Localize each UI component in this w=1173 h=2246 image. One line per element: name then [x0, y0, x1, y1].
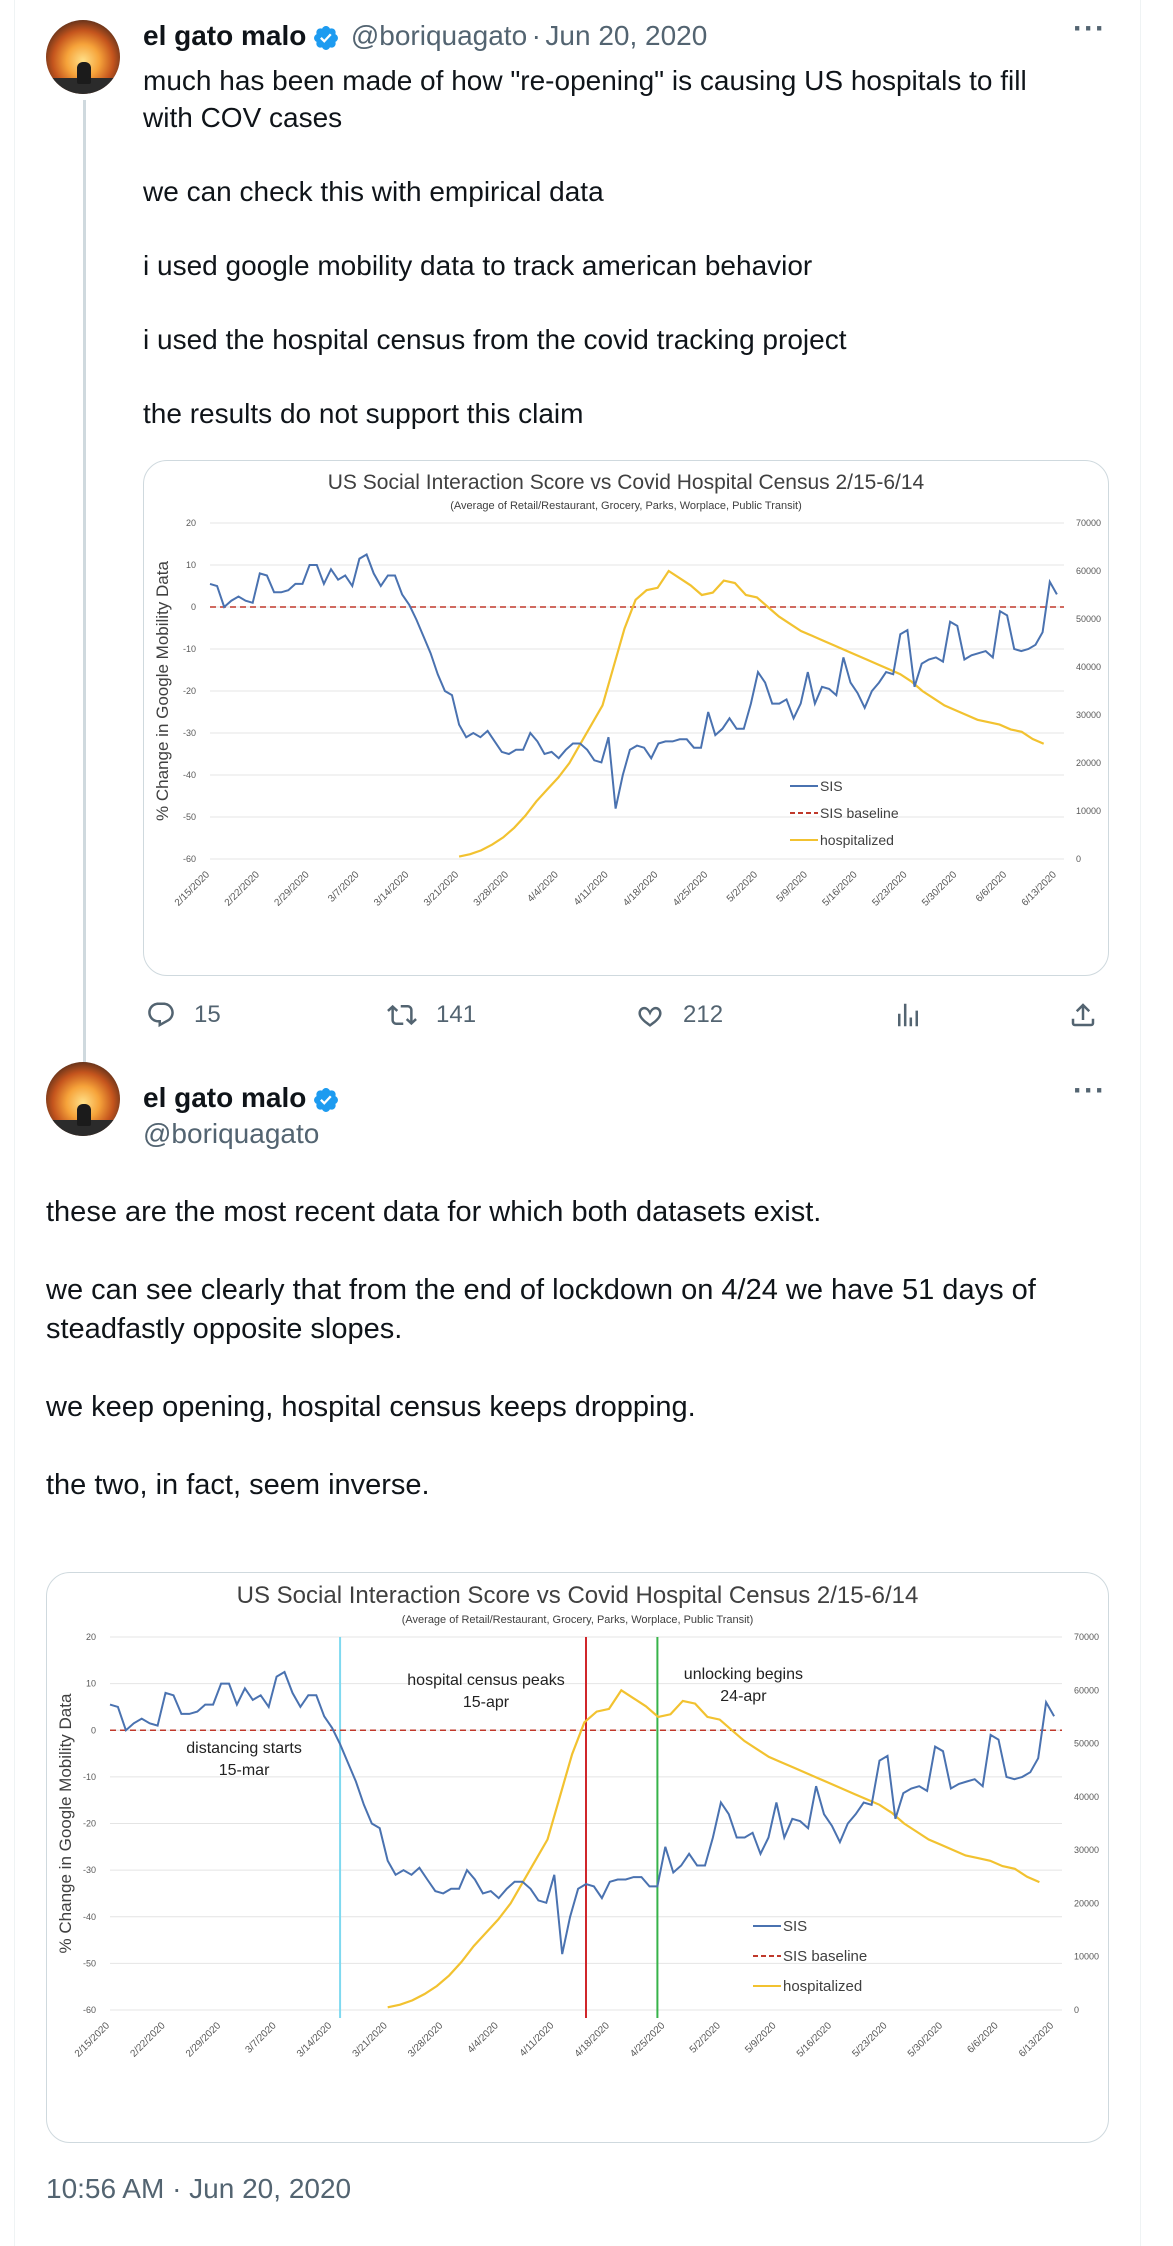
y2-tick-label: 0: [1076, 854, 1082, 864]
x-tick-label: 3/21/2020: [421, 869, 462, 909]
heart-icon: [635, 1000, 665, 1030]
legend-item: SIS: [820, 778, 843, 794]
tweet-paragraph: the two, in fact, seem inverse.: [46, 1469, 430, 1501]
reply-icon: [146, 1000, 176, 1030]
x-tick-label: 2/22/2020: [128, 2020, 168, 2060]
author-name[interactable]: el gato malo: [143, 20, 307, 51]
x-tick-label: 4/18/2020: [621, 869, 661, 909]
y2-tick-label: 30000: [1076, 710, 1102, 720]
views-button[interactable]: [893, 1000, 941, 1030]
share-icon: [1068, 1000, 1098, 1030]
tweet-header: [143, 1082, 340, 1119]
y-tick-label: 0: [190, 602, 196, 612]
y-tick-label: -10: [182, 644, 196, 654]
x-tick-label: 2/29/2020: [272, 869, 312, 909]
tweet-body: [143, 62, 1083, 432]
x-tick-label: 4/25/2020: [628, 2020, 668, 2060]
y2-tick-label: 70000: [1076, 518, 1102, 528]
y-tick-label: 10: [85, 1678, 96, 1689]
y-tick-label: -10: [82, 1771, 96, 1782]
y-tick-label: 0: [90, 1725, 96, 1736]
retweet-count: 141: [436, 1001, 477, 1028]
retweet-button[interactable]: [386, 1000, 476, 1030]
separator: ·: [531, 20, 541, 51]
legend-item: SIS baseline: [820, 805, 899, 821]
y2-tick-label: 40000: [1074, 1791, 1100, 1802]
tweet-timestamp[interactable]: 10:56 AM · Jun 20, 2020: [46, 2173, 352, 2204]
annotation-label: distancing starts: [186, 1740, 302, 1757]
chart-title: US Social Interaction Score vs Covid Hospital Census 2/15-6/14: [327, 471, 925, 494]
x-tick-label: 5/9/2020: [743, 2020, 779, 2056]
x-tick-label: 4/11/2020: [571, 869, 611, 909]
annotation-label: 15-mar: [218, 1762, 270, 1779]
annotation-label: 24-apr: [720, 1688, 767, 1705]
hospitalized-series-line: [459, 571, 1044, 857]
like-count: 212: [683, 1001, 724, 1028]
y2-tick-label: 20000: [1076, 758, 1102, 768]
y-tick-label: -60: [182, 854, 196, 864]
sis-series-line: [210, 555, 1057, 809]
x-tick-label: 5/16/2020: [820, 869, 860, 909]
x-tick-label: 4/25/2020: [671, 869, 711, 909]
chart-svg: [144, 461, 1108, 975]
author-name[interactable]: el gato malo: [143, 1082, 307, 1113]
analytics-icon: [893, 1000, 923, 1030]
y-tick-label: -40: [182, 770, 196, 780]
author-handle[interactable]: @boriquagato: [350, 20, 528, 51]
chart-title: US Social Interaction Score vs Covid Hospital Census 2/15-6/14: [236, 1582, 919, 1609]
x-tick-label: 3/14/2020: [372, 869, 412, 909]
legend-item: hospitalized: [783, 1978, 863, 1995]
tweet-paragraph: we keep opening, hospital census keeps dropping.: [46, 1391, 696, 1423]
tweet-date[interactable]: Jun 20, 2020: [545, 20, 708, 51]
x-tick-label: 3/28/2020: [471, 869, 512, 909]
x-tick-label: 5/30/2020: [905, 2020, 946, 2060]
y2-tick-label: 50000: [1076, 614, 1102, 624]
x-tick-label: 6/6/2020: [973, 869, 1010, 905]
y-axis-label: % Change in Google Mobility Data: [153, 561, 172, 821]
share-button[interactable]: [1068, 1000, 1116, 1030]
chart-svg: [47, 1573, 1108, 2142]
like-button[interactable]: [635, 1000, 723, 1030]
action-bar: [143, 1000, 1103, 1040]
x-tick-label: 3/7/2020: [243, 2020, 279, 2056]
chart-subtitle: (Average of Retail/Restaurant, Grocery, Parks, Worplace, Public Transit): [450, 500, 802, 512]
chart-image-1[interactable]: [143, 460, 1109, 976]
y-tick-label: 20: [185, 518, 196, 528]
y-tick-label: -50: [82, 1958, 96, 1969]
y-tick-label: -40: [82, 1911, 96, 1922]
x-tick-label: 6/6/2020: [965, 2020, 1001, 2056]
x-tick-label: 5/16/2020: [794, 2020, 835, 2060]
annotation-label: hospital census peaks: [407, 1672, 565, 1689]
tweet-paragraph: much has been made of how "re-opening" is causing US hospitals to fill with COV cases: [143, 65, 1027, 133]
y-tick-label: -50: [182, 812, 196, 822]
legend-item: hospitalized: [820, 832, 894, 848]
x-tick-label: 5/23/2020: [850, 2020, 890, 2060]
y2-tick-label: 20000: [1074, 1898, 1100, 1909]
tweet-paragraph: i used the hospital census from the covid tracking project: [143, 324, 847, 355]
avatar[interactable]: [46, 20, 120, 94]
x-tick-label: 5/2/2020: [687, 2020, 723, 2056]
x-tick-label: 6/13/2020: [1016, 2020, 1057, 2060]
x-tick-label: 4/11/2020: [517, 2020, 557, 2060]
annotation-label: 15-apr: [462, 1694, 510, 1711]
reply-button[interactable]: [146, 1000, 221, 1030]
y-axis-label: % Change in Google Mobility Data: [56, 1693, 75, 1954]
tweet-paragraph: the results do not support this claim: [143, 398, 584, 429]
y-tick-label: -60: [82, 2005, 96, 2015]
x-tick-label: 2/29/2020: [183, 2020, 224, 2060]
x-tick-label: 5/9/2020: [774, 869, 810, 905]
y2-tick-label: 10000: [1076, 806, 1102, 816]
x-tick-label: 4/4/2020: [465, 2020, 501, 2056]
more-options-icon[interactable]: ···: [1073, 1074, 1106, 1107]
x-tick-label: 5/23/2020: [870, 869, 910, 909]
sis-series-line: [110, 1672, 1054, 1954]
y2-tick-label: 50000: [1074, 1738, 1100, 1749]
hospitalized-series-line: [388, 1690, 1040, 2007]
x-tick-label: 5/2/2020: [724, 869, 761, 905]
y2-tick-label: 0: [1074, 2005, 1080, 2015]
verified-badge-icon: [312, 1086, 340, 1119]
retweet-icon: [386, 1000, 418, 1030]
more-options-icon[interactable]: ···: [1073, 12, 1106, 45]
y-tick-label: 10: [185, 560, 196, 570]
y2-tick-label: 60000: [1076, 566, 1102, 576]
y2-tick-label: 30000: [1074, 1845, 1100, 1856]
y-tick-label: -20: [82, 1818, 96, 1829]
y2-tick-label: 60000: [1074, 1685, 1100, 1696]
tweet-paragraph: we can see clearly that from the end of lockdown on 4/24 we have 51 days of steadfastly opposite slopes.: [46, 1274, 1036, 1345]
legend-item: SIS: [783, 1918, 808, 1935]
verified-badge-icon: [312, 24, 340, 57]
y-tick-label: -30: [82, 1865, 96, 1876]
y2-tick-label: 40000: [1076, 662, 1102, 672]
tweet-header: [143, 20, 707, 57]
tweet-paragraph: these are the most recent data for which both datasets exist.: [46, 1196, 822, 1228]
x-tick-label: 5/30/2020: [920, 869, 960, 909]
x-tick-label: 6/13/2020: [1019, 869, 1060, 909]
x-tick-label: 2/15/2020: [172, 869, 213, 909]
annotation-label: unlocking begins: [683, 1666, 804, 1683]
avatar[interactable]: [46, 1062, 120, 1136]
x-tick-label: 2/15/2020: [72, 2020, 113, 2060]
legend-item: SIS baseline: [783, 1948, 868, 1965]
y-tick-label: -30: [182, 728, 196, 738]
y-tick-label: -20: [182, 686, 196, 696]
x-tick-label: 3/21/2020: [350, 2020, 390, 2060]
y-tick-label: 20: [85, 1632, 96, 1642]
chart-subtitle: (Average of Retail/Restaurant, Grocery, Parks, Worplace, Public Transit): [401, 1614, 754, 1626]
tweet-paragraph: i used google mobility data to track american behavior: [143, 250, 813, 281]
x-tick-label: 4/4/2020: [525, 869, 561, 905]
y2-tick-label: 10000: [1074, 1951, 1100, 1962]
tweet-body: [46, 1193, 1106, 1505]
chart-image-2[interactable]: [46, 1572, 1109, 2143]
x-tick-label: 3/14/2020: [295, 2020, 335, 2060]
thread-connector: [83, 100, 86, 1072]
x-tick-label: 2/22/2020: [222, 869, 262, 909]
tweet-paragraph: we can check this with empirical data: [143, 176, 604, 207]
x-tick-label: 4/18/2020: [572, 2020, 612, 2060]
y2-tick-label: 70000: [1074, 1632, 1100, 1642]
x-tick-label: 3/7/2020: [326, 869, 362, 905]
reply-count: 15: [194, 1001, 221, 1028]
author-handle[interactable]: @boriquagato: [143, 1118, 320, 1149]
x-tick-label: 3/28/2020: [406, 2020, 446, 2060]
